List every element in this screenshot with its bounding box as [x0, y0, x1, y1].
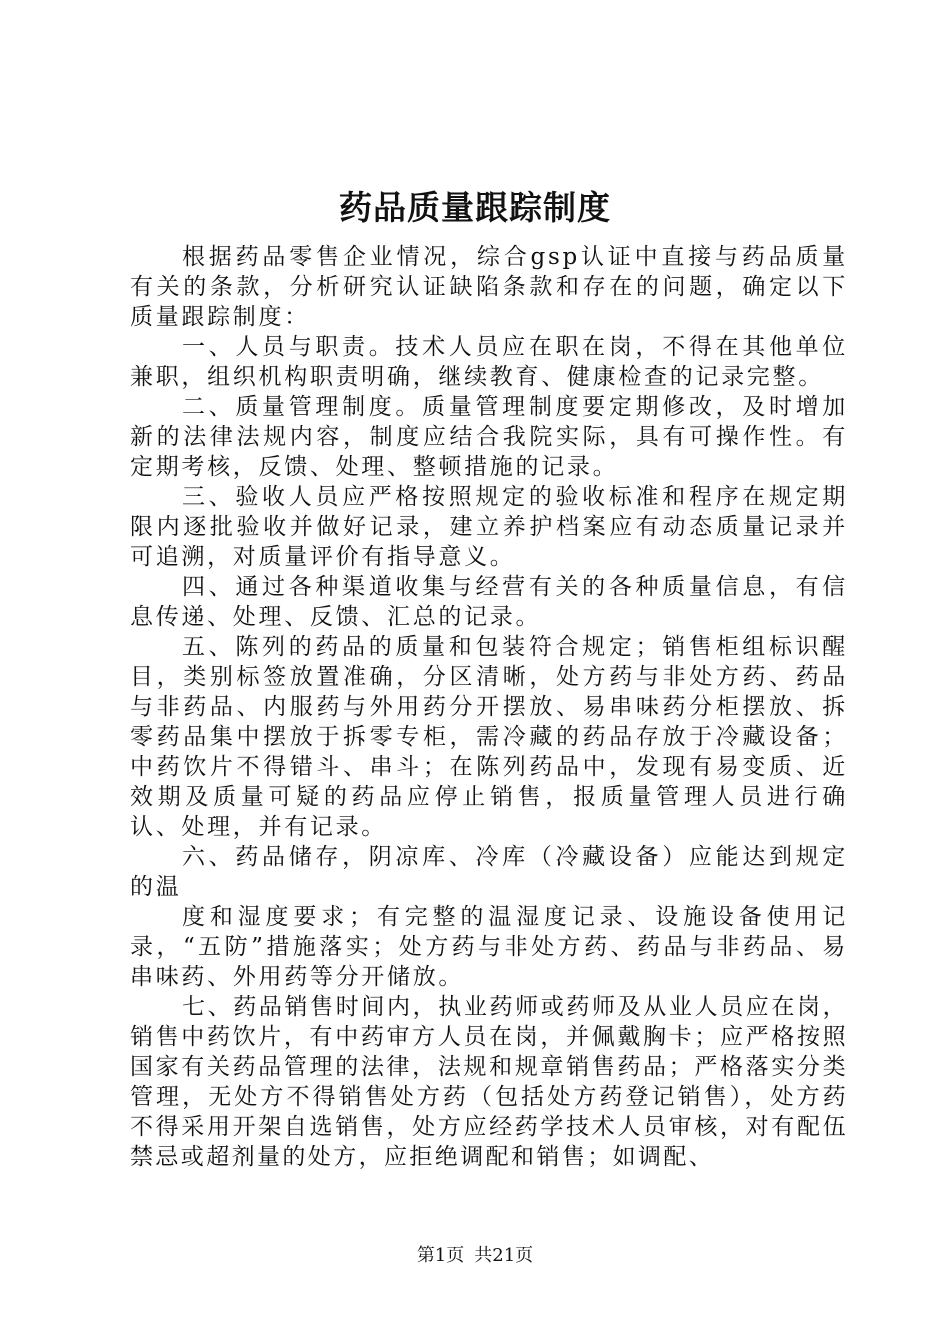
- paragraph-6-storage-continued: 度和湿度要求；有完整的温湿度记录、设施设备使用记录，“五防”措施落实；处方药与非处方药、药品与非药品、易串味药、外用药等分开储放。: [130, 904, 848, 990]
- paragraph-5-display: 五、陈列的药品的质量和包装符合规定；销售柜组标识醒目，类别标签放置准确，分区清晰，处方药与非处方药、药品与非药品、内服药与外用药分开摆放、易串味药分柜摆放、拆零药品集中摆放于拆零专柜，需冷藏的药品存放于冷藏设备；中药饮片不得错斗、串斗；在陈列药品中，发现有易变质、近效期及质量可疑的药品应停止销售，报质量管理人员进行确认、处理，并有记录。: [130, 634, 848, 840]
- paragraph-3-acceptance: 三、验收人员应严格按照规定的验收标准和程序在规定期限内逐批验收并做好记录，建立养护档案应有动态质量记录并可追溯，对质量评价有指导意义。: [130, 484, 848, 570]
- page-footer: [0, 1244, 950, 1268]
- paragraph-6-storage: 六、药品储存，阴凉库、冷库（冷藏设备）应能达到规定的温: [130, 844, 848, 900]
- paragraph-intro: 根据药品零售企业情况，综合gsp认证中直接与药品质量有关的条款，分析研究认证缺陷条款和存在的问题，确定以下质量跟踪制度：: [130, 244, 848, 330]
- page-total: 共21页: [474, 1245, 534, 1266]
- document-body: [130, 242, 848, 1172]
- paragraph-1-personnel: 一、人员与职责。技术人员应在职在岗，不得在其他单位兼职，组织机构职责明确，继续教育、健康检查的记录完整。: [130, 334, 848, 390]
- paragraph-2-quality-system: 二、质量管理制度。质量管理制度要定期修改，及时增加新的法律法规内容，制度应结合我院实际，具有可操作性。有定期考核，反馈、处理、整顿措施的记录。: [130, 394, 848, 480]
- document-title: 药品质量跟踪制度: [339, 188, 611, 227]
- paragraph-7-sales: 七、药品销售时间内，执业药师或药师及从业人员应在岗，销售中药饮片，有中药审方人员在岗，并佩戴胸卡；应严格按照国家有关药品管理的法律，法规和规章销售药品；严格落实分类管理，无处方不得销售处方药（包括处方药登记销售），处方药不得采用开架自选销售，处方应经药学技术人员审核，对有配伍禁忌或超剂量的处方，应拒绝调配和销售；如调配、: [130, 994, 848, 1170]
- page-number: 第1页: [416, 1245, 465, 1266]
- paragraph-4-information: 四、通过各种渠道收集与经营有关的各种质量信息，有信息传递、处理、反馈、汇总的记录。: [130, 574, 848, 630]
